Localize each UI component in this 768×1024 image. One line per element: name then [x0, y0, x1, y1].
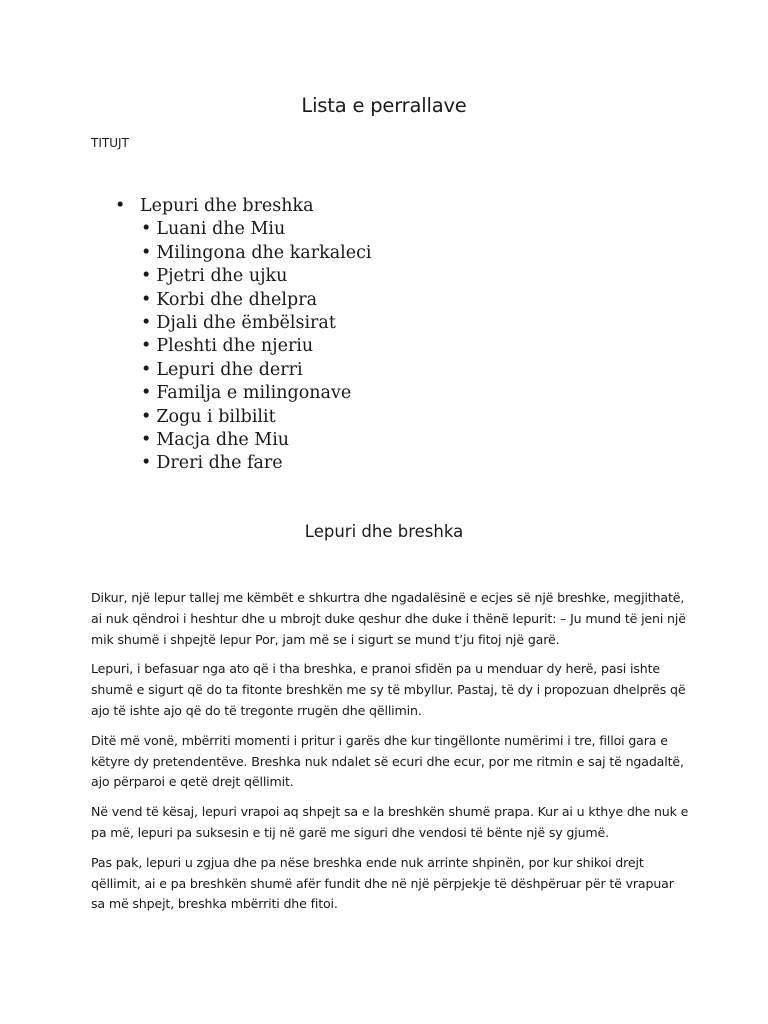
list-item — [115, 265, 372, 288]
list-item-label: Korbi dhe dhelpra — [156, 289, 318, 310]
list-item — [115, 359, 372, 382]
list-item-label: Milingona dhe karkaleci — [156, 242, 372, 263]
document-title: Lista e perrallave — [301, 94, 467, 117]
list-item-label: Lepuri dhe derri — [156, 359, 303, 380]
list-item — [115, 382, 372, 405]
list-item-label: Pleshti dhe njeriu — [156, 336, 314, 357]
titles-label: TITUJT — [91, 136, 129, 150]
story-paragraph: Ditë më vonë, mbërriti momenti i pritur i garës dhe kur tingëllonte numërimi i tre, filloi gara e këtyre dy pretendentëve. Breshka nuk ndalet së ecuri dhe ecur, por me ritmin e saj të ngadaltë, ajo përparoi e qetë drejt qëllimit. — [91, 732, 684, 790]
bullet-icon: • — [141, 406, 152, 427]
list-item-label: Djali dhe ëmbëlsirat — [156, 313, 336, 334]
list-item — [115, 335, 372, 358]
list-item-label: Macja dhe Miu — [156, 430, 290, 451]
list-item — [115, 452, 372, 475]
bullet-icon: • — [141, 313, 152, 334]
bullet-icon: • — [141, 242, 152, 263]
list-item-label: Pjetri dhe ujku — [156, 266, 288, 287]
list-item-label: Dreri dhe fare — [156, 453, 283, 474]
list-item-label: Familja e milingonave — [156, 383, 352, 404]
list-item — [115, 429, 372, 452]
list-item — [115, 312, 372, 335]
list-item — [115, 195, 372, 218]
story-paragraph: Pas pak, lepuri u zgjua dhe pa nëse breshka ende nuk arrinte shpinën, por kur shikoi drejt qëllimit, ai e pa breshkën shumë afër fundit dhe në një përpjekje të dëshpëruar për të vrapuar sa më shpejt, breshka mbërriti dhe fitoi. — [91, 854, 674, 912]
section-title: Lepuri dhe breshka — [304, 522, 464, 541]
list-item-label: Zogu i bilbilit — [156, 406, 276, 427]
story-paragraph: Lepuri, i befasuar nga ato që i tha breshka, e pranoi sfidën pa u menduar dy herë, pasi ishte shumë e sigurt që do ta fitonte breshkën me sy të mbyllur. Pastaj, të dy i propozuan dhelprës që ajo të ishte ajo që do të tregonte rrugën dhe qëllimin. — [91, 661, 686, 718]
list-item — [115, 406, 372, 429]
list-item-label: Lepuri dhe breshka — [140, 196, 314, 216]
list-item-label: Luani dhe Miu — [156, 219, 286, 240]
bullet-icon: • — [141, 430, 152, 451]
bullet-icon: • — [141, 336, 152, 357]
bullet-icon: • — [141, 383, 152, 404]
bullet-icon: • — [141, 266, 152, 287]
bullet-icon: • — [141, 359, 152, 380]
list-item — [115, 218, 372, 241]
bullet-icon: • — [141, 289, 152, 310]
bullet-icon: • — [141, 453, 152, 474]
story-body — [91, 588, 691, 924]
bullet-icon: • — [115, 196, 126, 216]
story-paragraph: Dikur, një lepur tallej me këmbët e shkurtra dhe ngadalësinë e ecjes së një breshke, megjithatë, ai nuk qëndroi i heshtur dhe u mbrojt duke qeshur dhe duke i thënë lepurit: – Ju mund të jeni një mik shumë i shpejtë lepur Por, jam më se i sigurt se mund t’ju fitoj një garë. — [91, 590, 686, 647]
list-item — [115, 289, 372, 312]
story-paragraph: Në vend të kësaj, lepuri vrapoi aq shpejt sa e la breshkën shumë prapa. Kur ai u kthye dhe nuk e pa më, lepuri pa suksesin e tij në garë me siguri dhe vendosi të bënte një sy gjumë. — [91, 804, 689, 840]
story-title-list — [115, 195, 372, 476]
list-item — [115, 242, 372, 265]
bullet-icon: • — [141, 219, 152, 240]
